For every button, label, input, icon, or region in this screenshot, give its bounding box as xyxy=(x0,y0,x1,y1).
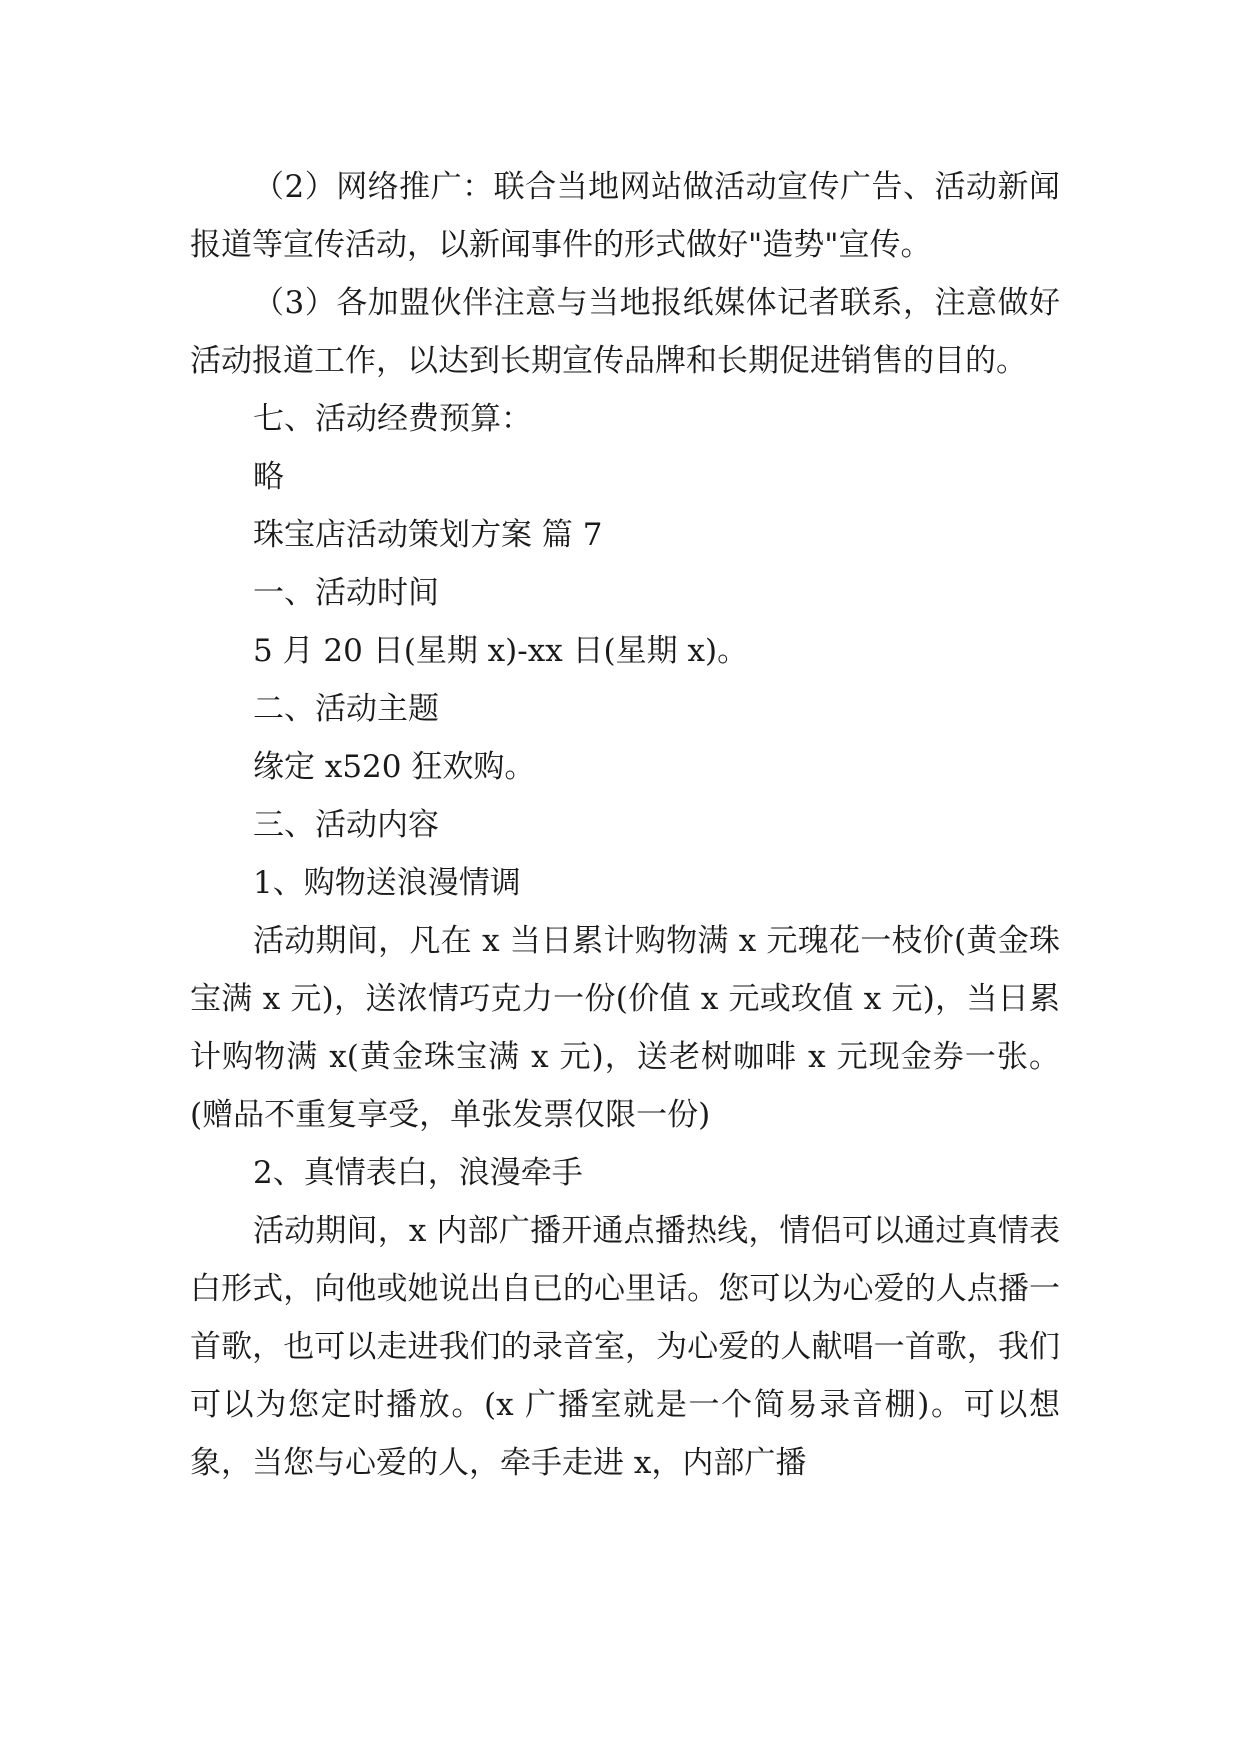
paragraph-omitted: 略 xyxy=(253,459,284,495)
heading-activity-theme: 二、活动主题 xyxy=(253,691,439,727)
subheading-shopping-gift: 1、购物送浪漫情调 xyxy=(253,865,521,901)
heading-budget: 七、活动经费预算： xyxy=(253,401,532,437)
paragraph-online-promotion: （2）网络推广：联合当地网站做活动宣传广告、活动新闻报道等宣传活动，以新闻事件的形式做好"造势"宣传。 xyxy=(190,169,1060,263)
heading-activity-time: 一、活动时间 xyxy=(253,575,439,611)
paragraph-activity-theme: 缘定 x520 狂欢购。 xyxy=(253,749,536,785)
paragraph-media-contact: （3）各加盟伙伴注意与当地报纸媒体记者联系，注意做好活动报道工作，以达到长期宣传品牌和长期促进销售的目的。 xyxy=(190,285,1060,379)
subheading-confession: 2、真情表白，浪漫牵手 xyxy=(253,1155,583,1191)
section-title: 珠宝店活动策划方案 篇 7 xyxy=(253,517,603,553)
paragraph-shopping-gift: 活动期间，凡在 x 当日累计购物满 x 元瑰花一枝价(黄金珠宝满 x 元)，送浓情巧克力一份(价值 x 元或玫值 x 元)，当日累计购物满 x(黄金珠宝满 x 元)，送老树咖啡 x 元现金券一张。(赠品不重复享受，单张发票仅限一份) xyxy=(190,923,1060,1133)
paragraph-activity-time: 5 月 20 日(星期 x)-xx 日(星期 x)。 xyxy=(253,633,749,669)
paragraph-confession: 活动期间，x 内部广播开通点播热线，情侣可以通过真情表白形式，向他或她说出自已的心里话。您可以为心爱的人点播一首歌，也可以走进我们的录音室，为心爱的人献唱一首歌，我们可以为您定时播放。(x 广播室就是一个简易录音棚)。可以想象，当您与心爱的人，牵手走进 x，内部广播 xyxy=(190,1213,1060,1481)
document-body xyxy=(190,158,1060,1492)
heading-activity-content: 三、活动内容 xyxy=(253,807,439,843)
